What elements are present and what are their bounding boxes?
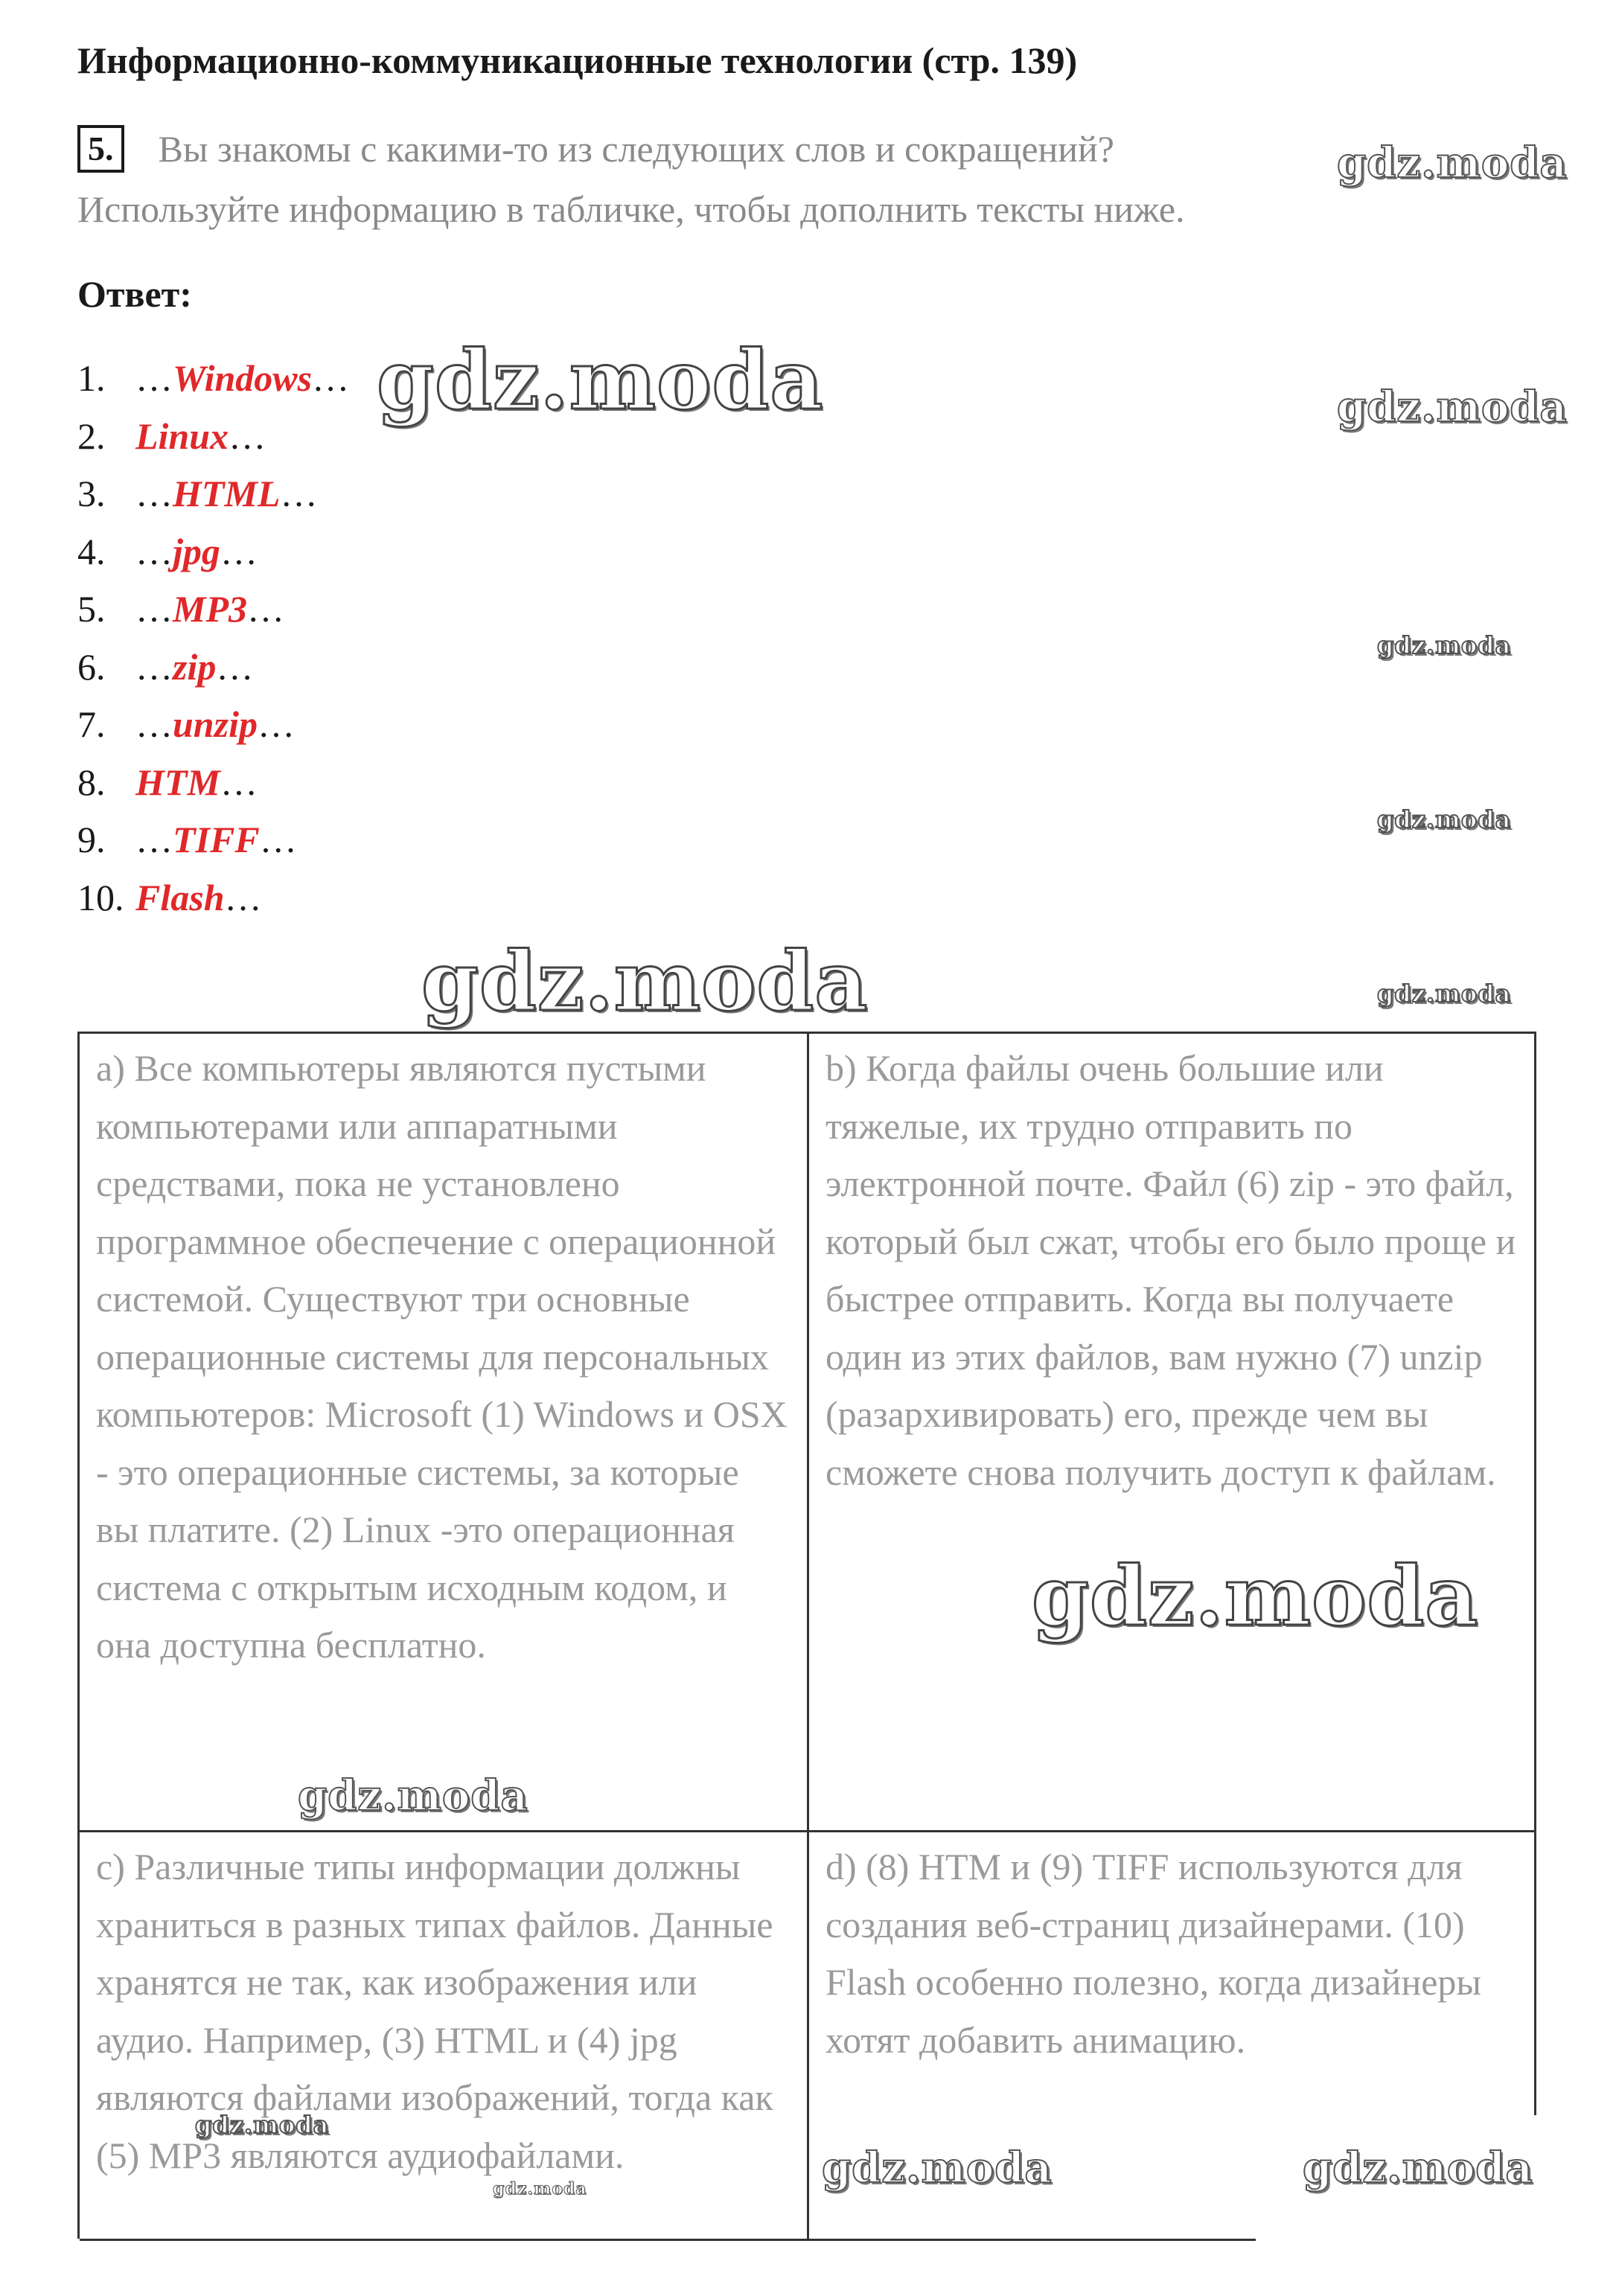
answer-item xyxy=(77,408,349,466)
answer-ellipsis-post: … xyxy=(220,761,258,803)
answer-word: Windows xyxy=(173,357,313,399)
answer-item xyxy=(77,754,349,812)
answer-num: 8. xyxy=(77,761,106,803)
answer-num: 10. xyxy=(77,876,124,918)
answer-item xyxy=(77,639,349,697)
answer-word: HTM xyxy=(135,761,220,803)
answer-ellipsis-post: … xyxy=(216,645,254,688)
answer-ellipsis-post: … xyxy=(220,530,258,572)
answer-item xyxy=(77,696,349,754)
answer-item xyxy=(77,350,349,408)
answer-ellipsis-post: … xyxy=(229,415,266,457)
answer-item xyxy=(77,811,349,869)
table-cell-d: d) (8) HTM и (9) TIFF используются для создания веб-страниц дизайнерами. (10) Flash особенно полезно, когда дизайнеры хотят добавить анимацию. xyxy=(825,1846,1481,2061)
answer-num: 2. xyxy=(77,415,106,457)
answer-ellipsis-pre: … xyxy=(135,588,173,630)
answer-num: 5. xyxy=(77,588,106,630)
answer-ellipsis-post: … xyxy=(280,473,318,514)
task-prompt-line-1 xyxy=(77,125,1114,173)
answer-ellipsis-post: … xyxy=(247,588,284,630)
answer-list xyxy=(77,350,349,927)
answer-ellipsis-pre: … xyxy=(135,357,173,399)
watermark: gdz.moda xyxy=(298,1771,528,1820)
answer-num: 1. xyxy=(77,357,106,399)
table-cell-c: c) Различные типы информации должны храниться в разных типах файлов. Данные хранятся не так, как изображения или аудио. Например, (3) HTML и (4) jpg являются файлами изображений, тогда как (5) MP3 являются аудиофайлами. xyxy=(80,1832,809,2241)
table-cell-a: a) Все компьютеры являются пустыми компьютерами или аппаратными средствами, пока не установлено программное обеспечение с операционной системой. Существуют три основные операционные системы для персональных компьютеров: Microsoft (1) Windows и OSX - это операционные системы, за которые вы платите. (2) Linux -это операционная система с открытым исходным кодом, и она доступна бесплатно. xyxy=(80,1034,809,1832)
table-border-bottom xyxy=(809,2239,1256,2241)
page-title: Информационно-коммуникационные технологии (стр. 139) xyxy=(77,39,1078,81)
table-border-right xyxy=(1534,1832,1536,2115)
answer-word: zip xyxy=(173,645,217,688)
answer-ellipsis-pre: … xyxy=(135,473,173,514)
answer-item xyxy=(77,523,349,581)
watermark: gdz.moda xyxy=(1303,2143,1533,2193)
answer-item xyxy=(77,869,349,927)
answer-word: jpg xyxy=(173,530,220,572)
answer-num: 6. xyxy=(77,645,106,688)
watermark: gdz.moda xyxy=(377,332,824,428)
answer-item xyxy=(77,465,349,523)
answer-ellipsis-pre: … xyxy=(135,819,173,860)
task-instruction: Используйте информацию в табличке, чтобы дополнить тексты ниже. xyxy=(77,188,1185,230)
watermark: gdz.moda xyxy=(822,2143,1053,2193)
answer-ellipsis-post: … xyxy=(257,703,295,745)
watermark: gdz.moda xyxy=(195,2111,330,2139)
answer-ellipsis-post: … xyxy=(312,357,350,399)
answer-word: TIFF xyxy=(173,819,260,860)
answer-word: Linux xyxy=(135,415,229,457)
watermark: gdz.moda xyxy=(1337,383,1568,432)
table-cell-b: b) Когда файлы очень большие или тяжелые, их трудно отправить по электронной почте. Файл (6) zip - это файл, который был сжат, чтобы его было проще и быстрее отправить. Когда вы получаете один из этих файлов, вам нужно (7) unzip (разархивировать) его, прежде чем вы сможете снова получить доступ к файлам. xyxy=(809,1034,1536,1832)
answer-heading: Ответ: xyxy=(77,273,192,315)
answer-ellipsis-pre: … xyxy=(135,530,173,572)
watermark: gdz.moda xyxy=(493,2179,587,2199)
answer-ellipsis-post: … xyxy=(259,819,297,860)
answer-word: HTML xyxy=(173,473,281,514)
watermark: gdz.moda xyxy=(1032,1548,1479,1644)
answer-word: MP3 xyxy=(173,588,247,630)
answer-num: 9. xyxy=(77,819,106,860)
watermark: gdz.moda xyxy=(421,933,869,1029)
answer-num: 3. xyxy=(77,473,106,514)
answer-ellipsis-pre: … xyxy=(135,703,173,745)
answer-item xyxy=(77,581,349,639)
watermark: gdz.moda xyxy=(1377,979,1512,1008)
answer-ellipsis-pre: … xyxy=(135,645,173,688)
watermark: gdz.moda xyxy=(1337,138,1568,188)
task-question: Вы знакомы с какими-то из следующих слов и сокращений? xyxy=(158,128,1114,170)
answer-word: Flash xyxy=(135,876,225,918)
task-number-badge: 5. xyxy=(77,125,124,173)
answer-word: unzip xyxy=(173,703,258,745)
answer-num: 7. xyxy=(77,703,106,745)
answer-num: 4. xyxy=(77,530,106,572)
watermark: gdz.moda xyxy=(1377,805,1512,834)
answer-ellipsis-post: … xyxy=(224,876,262,918)
watermark: gdz.moda xyxy=(1377,631,1512,659)
